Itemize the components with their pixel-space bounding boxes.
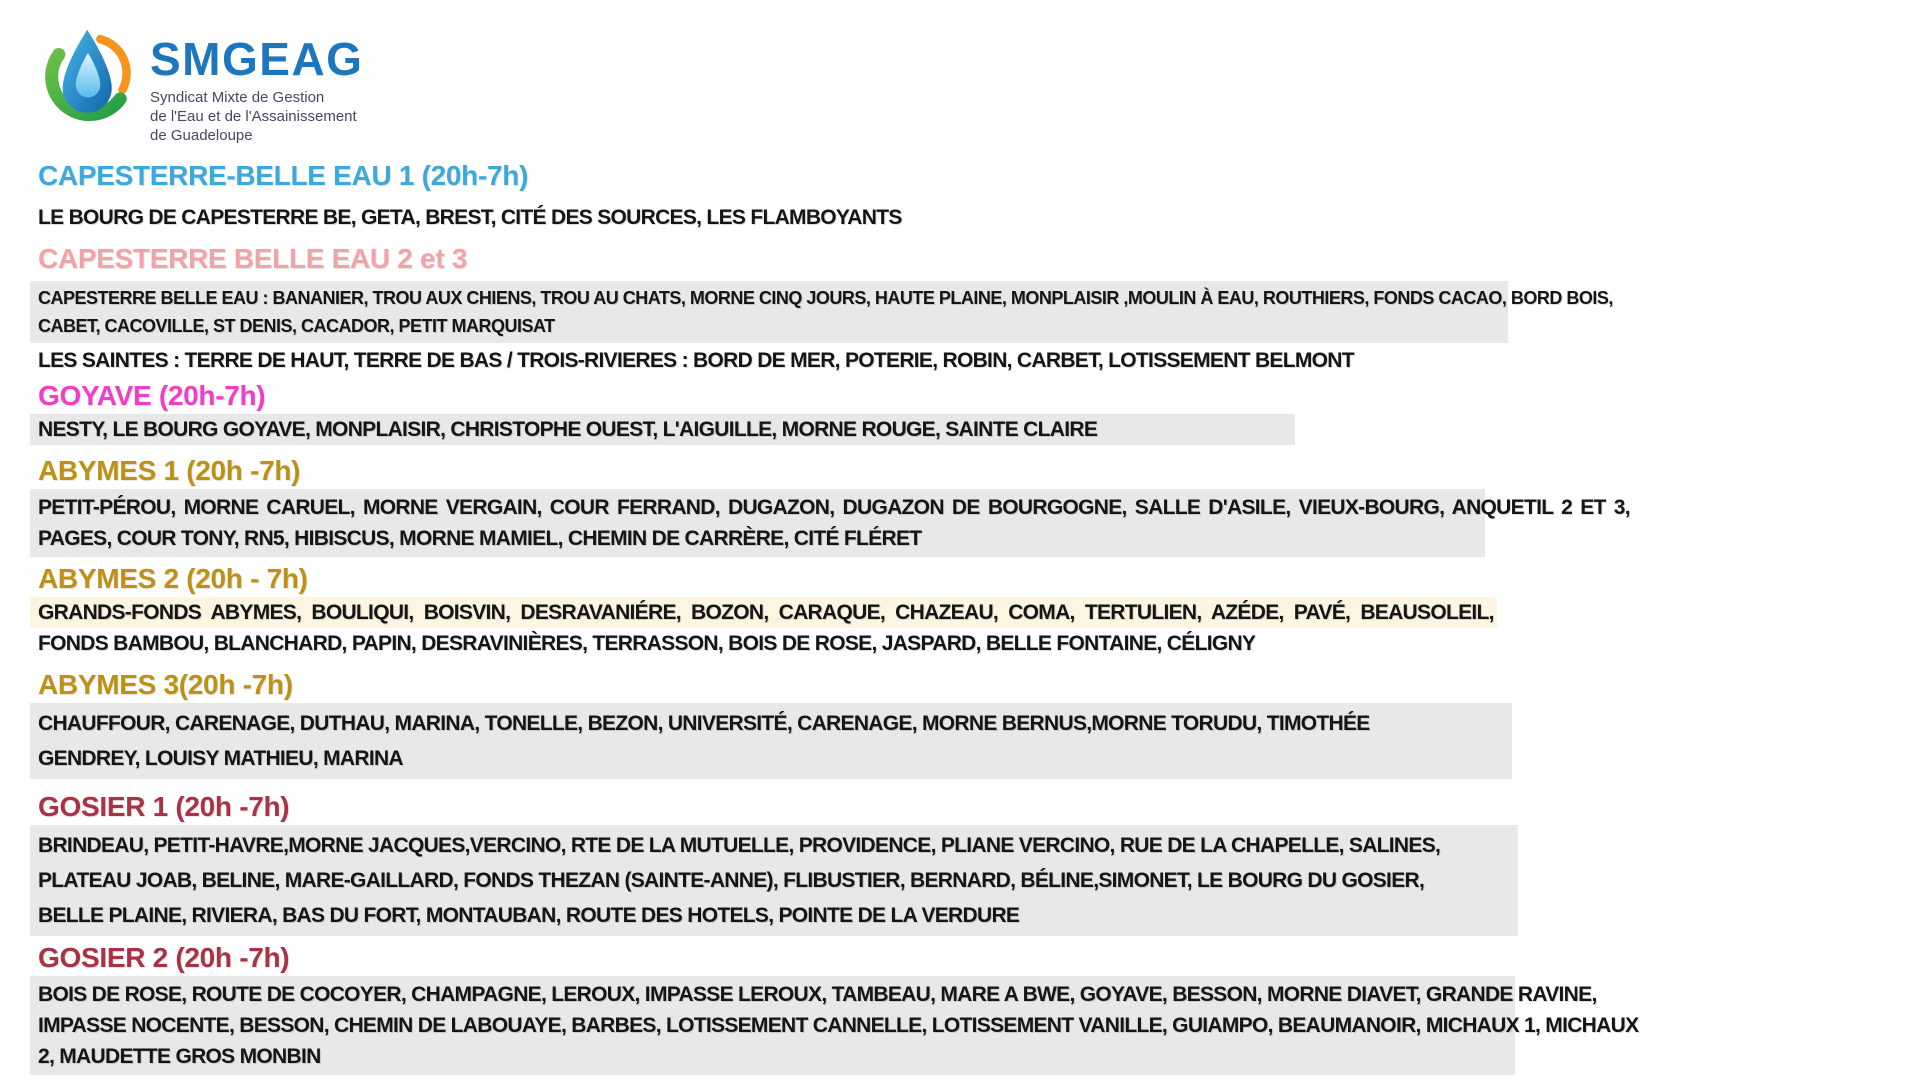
- section-title-abymes-2: ABYMES 2 (20h - 7h): [38, 563, 308, 594]
- area-list-line: PLATEAU JOAB, BELINE, MARE-GAILLARD, FONDS THEZAN (SAINTE-ANNE), FLIBUSTIER, BERNARD, BÉLINE,SIMONET, LE BOURG DU GOSIER,: [38, 869, 1425, 892]
- water-drop-leaf-icon: [42, 26, 134, 132]
- section-abymes-1: [30, 457, 1916, 557]
- section-title-gosier-1: GOSIER 1 (20h -7h): [38, 791, 290, 822]
- area-list-line: LE BOURG DE CAPESTERRE BE, GETA, BREST, CITÉ DES SOURCES, LES FLAMBOYANTS: [38, 206, 902, 229]
- area-list-line: NESTY, LE BOURG GOYAVE, MONPLAISIR, CHRISTOPHE OUEST, L'AIGUILLE, MORNE ROUGE, SAINTE CLAIRE: [30, 414, 1295, 445]
- tagline-line-2: de l'Eau et de l'Assainissement: [150, 107, 357, 125]
- area-list-line: FONDS BAMBOU, BLANCHARD, PAPIN, DESRAVINIÈRES, TERRASSON, BOIS DE ROSE, JASPARD, BELLE FONTAINE, CÉLIGNY: [38, 632, 1256, 655]
- area-list-line: GRANDS-FONDS ABYMES, BOULIQUI, BOISVIN, DESRAVANIÉRE, BOZON, CARAQUE, CHAZEAU, COMA, TERTULIEN, AZÉDE, PAVÉ, BEAUSOLEIL,: [30, 597, 1497, 628]
- smgeag-logo: [42, 26, 363, 145]
- section-capesterre-belle-eau-1: [30, 162, 1916, 233]
- area-list-line: PAGES, COUR TONY, RN5, HIBISCUS, MORNE MAMIEL, CHEMIN DE CARRÈRE, CITÉ FLÉRET: [38, 527, 922, 550]
- highlighted-area-block: [30, 976, 1639, 1075]
- highlighted-area-block: [30, 281, 1613, 343]
- section-title-capesterre-2-3: CAPESTERRE BELLE EAU 2 et 3: [38, 243, 468, 274]
- area-list-line: IMPASSE NOCENTE, BESSON, CHEMIN DE LABOUAYE, BARBES, LOTISSEMENT CANNELLE, LOTISSEMENT VANILLE, GUIAMPO, BEAUMANOIR, MICHAUX 1, MICHAUX: [38, 1014, 1639, 1037]
- area-list-line: BOIS DE ROSE, ROUTE DE COCOYER, CHAMPAGNE, LEROUX, IMPASSE LEROUX, TAMBEAU, MARE A BWE, GOYAVE, BESSON, MORNE DIAVET, GRANDE RAVINE,: [38, 983, 1597, 1006]
- area-list-line: BELLE PLAINE, RIVIERA, BAS DU FORT, MONTAUBAN, ROUTE DES HOTELS, POINTE DE LA VERDURE: [38, 904, 1020, 927]
- area-list-line: PETIT-PÉROU, MORNE CARUEL, MORNE VERGAIN, COUR FERRAND, DUGAZON, DUGAZON DE BOURGOGNE, SALLE D'ASILE, VIEUX-BOURG, ANQUETIL 2 ET 3,: [38, 496, 1630, 519]
- section-title-abymes-1: ABYMES 1 (20h -7h): [38, 455, 301, 486]
- section-goyave: [30, 382, 1916, 445]
- highlighted-area-block: [30, 825, 1518, 936]
- section-gosier-2: [30, 944, 1916, 1075]
- outage-schedule-list: [30, 162, 1916, 1075]
- area-list-line: CHAUFFOUR, CARENAGE, DUTHAU, MARINA, TONELLE, BEZON, UNIVERSITÉ, CARENAGE, MORNE BERNUS,MORNE TORUDU, TIMOTHÉE: [38, 712, 1370, 735]
- area-list-line: BRINDEAU, PETIT-HAVRE,MORNE JACQUES,VERCINO, RTE DE LA MUTUELLE, PROVIDENCE, PLIANE VERCINO, RUE DE LA CHAPELLE, SALINES,: [38, 834, 1441, 857]
- section-title-goyave: GOYAVE (20h-7h): [38, 380, 266, 411]
- logo-tagline: [150, 89, 363, 145]
- logo-text: [150, 26, 363, 145]
- tagline-line-3: de Guadeloupe: [150, 126, 253, 144]
- section-title-capesterre-1: CAPESTERRE-BELLE EAU 1 (20h-7h): [38, 160, 529, 191]
- area-list-line: GENDREY, LOUISY MATHIEU, MARINA: [38, 747, 403, 770]
- section-capesterre-belle-eau-2-3: [30, 245, 1916, 376]
- section-abymes-3: [30, 671, 1916, 779]
- area-list-line: CABET, CACOVILLE, ST DENIS, CACADOR, PETIT MARQUISAT: [38, 316, 555, 336]
- section-title-abymes-3: ABYMES 3(20h -7h): [38, 669, 293, 700]
- section-gosier-1: [30, 793, 1916, 936]
- area-list-line: LES SAINTES : TERRE DE HAUT, TERRE DE BAS / TROIS-RIVIERES : BORD DE MER, POTERIE, ROBIN, CARBET, LOTISSEMENT BELMONT: [38, 349, 1354, 372]
- highlighted-area-block: [30, 703, 1512, 779]
- highlighted-area-block: [30, 489, 1630, 557]
- brand-name: SMGEAG: [150, 33, 364, 85]
- area-list-line: CAPESTERRE BELLE EAU : BANANIER, TROU AUX CHIENS, TROU AU CHATS, MORNE CINQ JOURS, HAUTE PLAINE, MONPLAISIR ,MOULIN À EAU, ROUTHIERS, FONDS CACAO, BORD BOIS,: [38, 288, 1613, 308]
- section-title-gosier-2: GOSIER 2 (20h -7h): [38, 942, 290, 973]
- area-list-line: 2, MAUDETTE GROS MONBIN: [38, 1045, 321, 1068]
- section-abymes-2: [30, 565, 1916, 659]
- tagline-line-1: Syndicat Mixte de Gestion: [150, 89, 325, 106]
